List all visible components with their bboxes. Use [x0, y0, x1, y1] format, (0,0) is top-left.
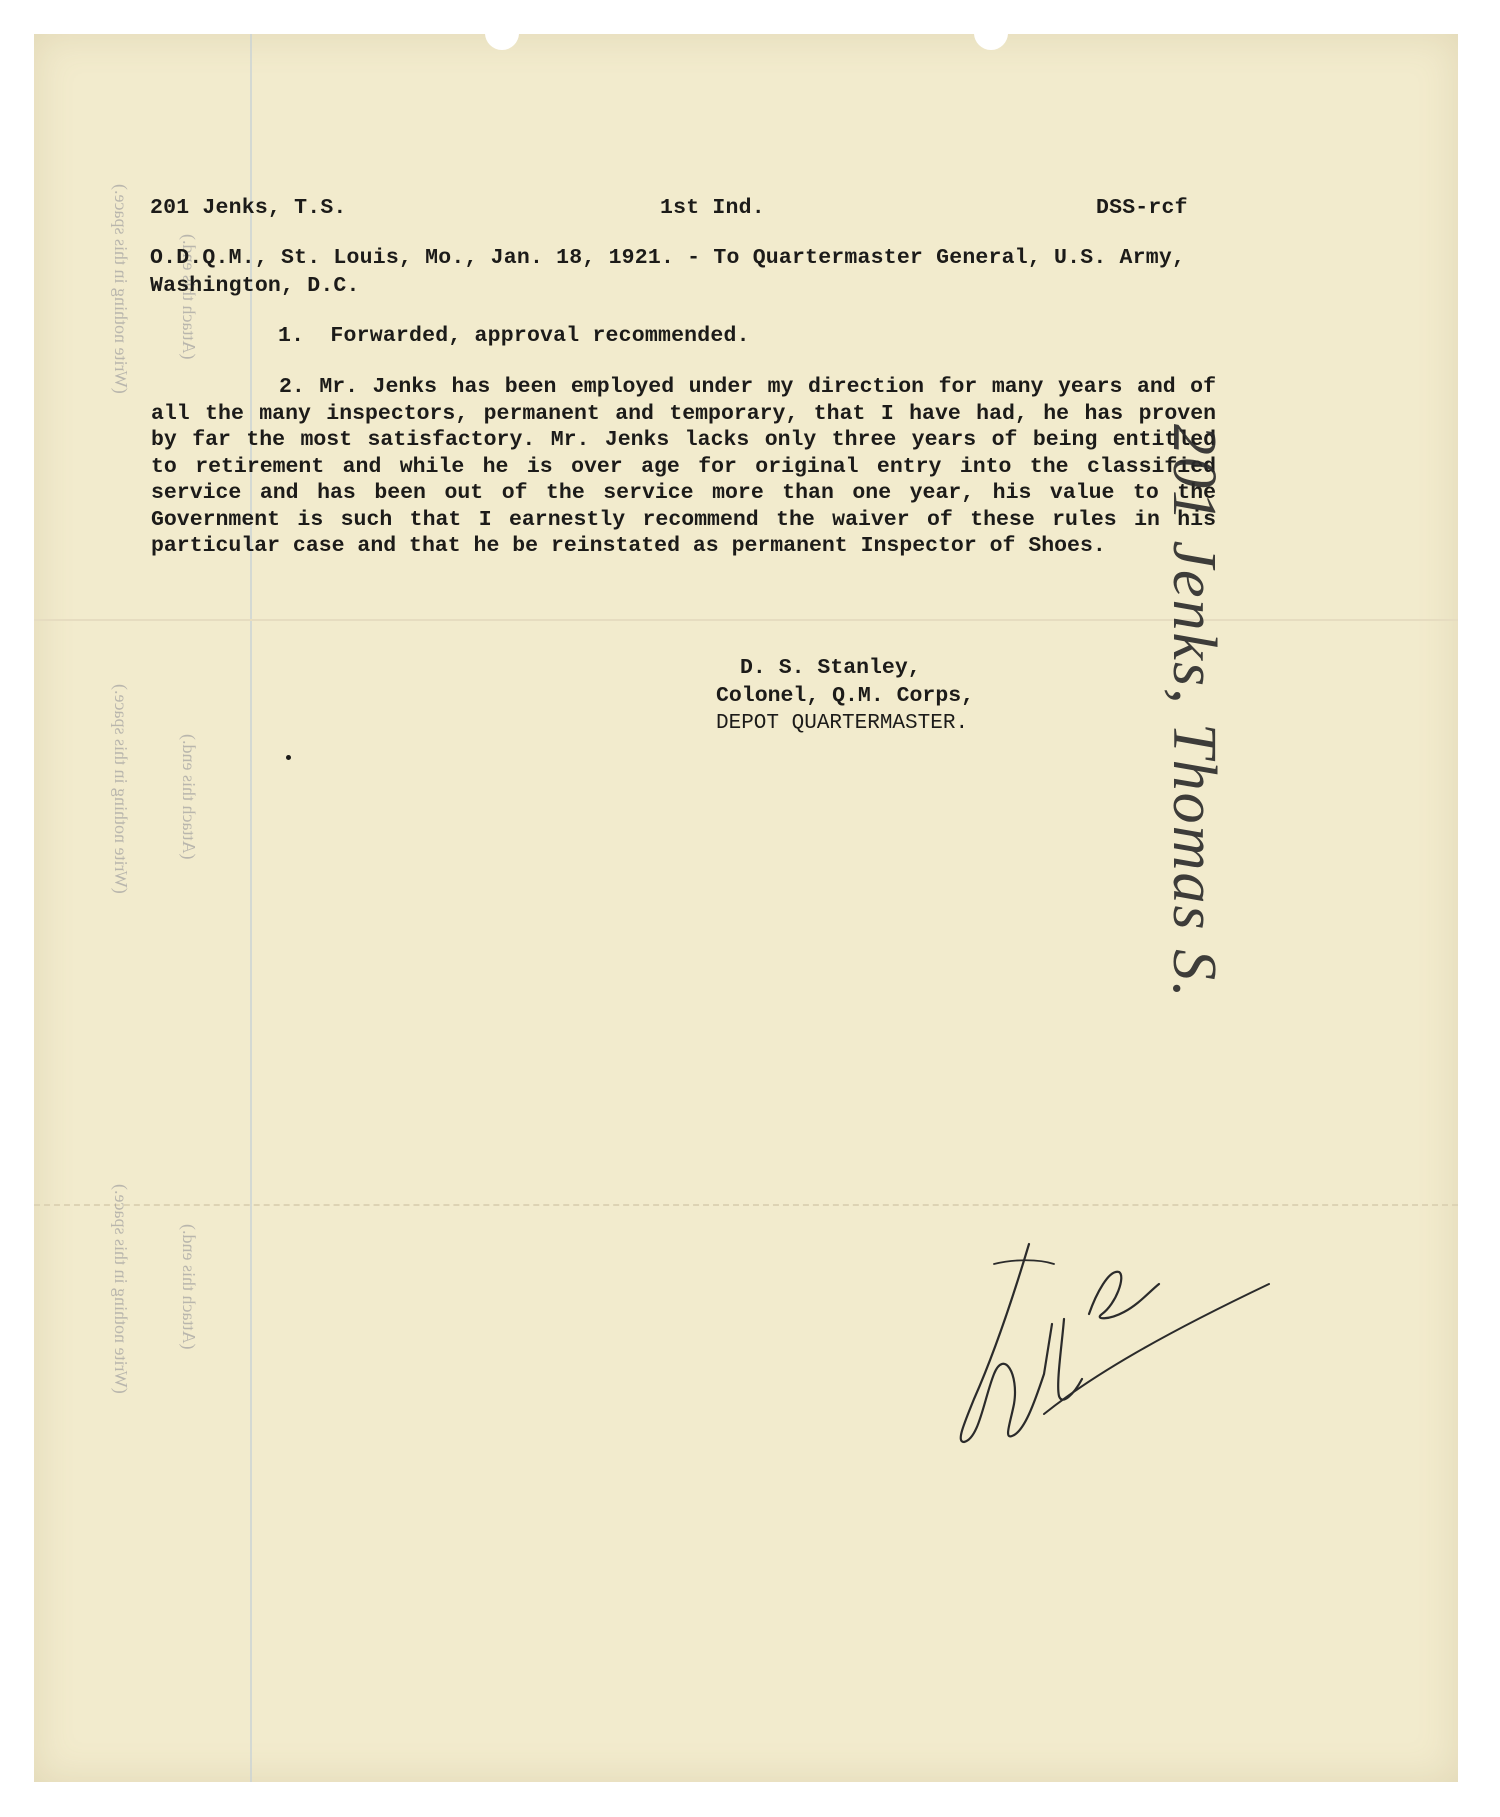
- address-line-1: O.D.Q.M., St. Louis, Mo., Jan. 18, 1921. - To Quartermaster General, U.S. Army,: [150, 246, 1186, 270]
- document-page: [34, 34, 1458, 1782]
- indorsement-number: 1st Ind.: [660, 196, 765, 220]
- address-line-2: Washington, D.C.: [150, 274, 360, 298]
- margin-note-attach-end: (Attach this end.): [179, 734, 199, 860]
- margin-note-attach-end: (Attach this end.): [179, 234, 199, 360]
- perforation-line: [34, 1204, 1458, 1206]
- signer-rank: Colonel, Q.M. Corps,: [716, 684, 975, 708]
- punch-hole: [974, 34, 1008, 50]
- ink-dot: [286, 755, 291, 760]
- margin-note-attach-end: (Attach this end.): [179, 1224, 199, 1350]
- margin-note-write-nothing: (Write nothing in this space.): [111, 684, 131, 894]
- handwritten-file-note: [1134, 414, 1264, 1014]
- margin-note-write-nothing: (Write nothing in this space.): [111, 184, 131, 394]
- handwritten-initials: [934, 1224, 1274, 1464]
- handwritten-file-note-text: 201 Jenks, Thomas S.: [1160, 424, 1228, 1000]
- signer-title: DEPOT QUARTERMASTER.: [716, 712, 969, 735]
- file-reference: 201 Jenks, T.S.: [150, 196, 347, 220]
- signer-name: D. S. Stanley,: [740, 656, 921, 680]
- punch-hole: [485, 34, 519, 50]
- reference-initials: DSS-rcf: [1096, 196, 1188, 220]
- paragraph-2: 2. Mr. Jenks has been employed under my direction for many years and of all the many inspectors, permanent and temporary, that I have had, he has proven by far the most satisfactory. Mr. Jenks lacks only three years of being entitled to retirement and while he is over age for original entry into the classified service and has been out of the service more than one year, his value to the Government is such that I earnestly recommend the waiver of these rules in his particular case and that he be reinstated as permanent Inspector of Shoes.: [151, 375, 1216, 558]
- margin-note-write-nothing: (Write nothing in this space.): [111, 1184, 131, 1394]
- paragraph-1: 1. Forwarded, approval recommended.: [278, 324, 750, 348]
